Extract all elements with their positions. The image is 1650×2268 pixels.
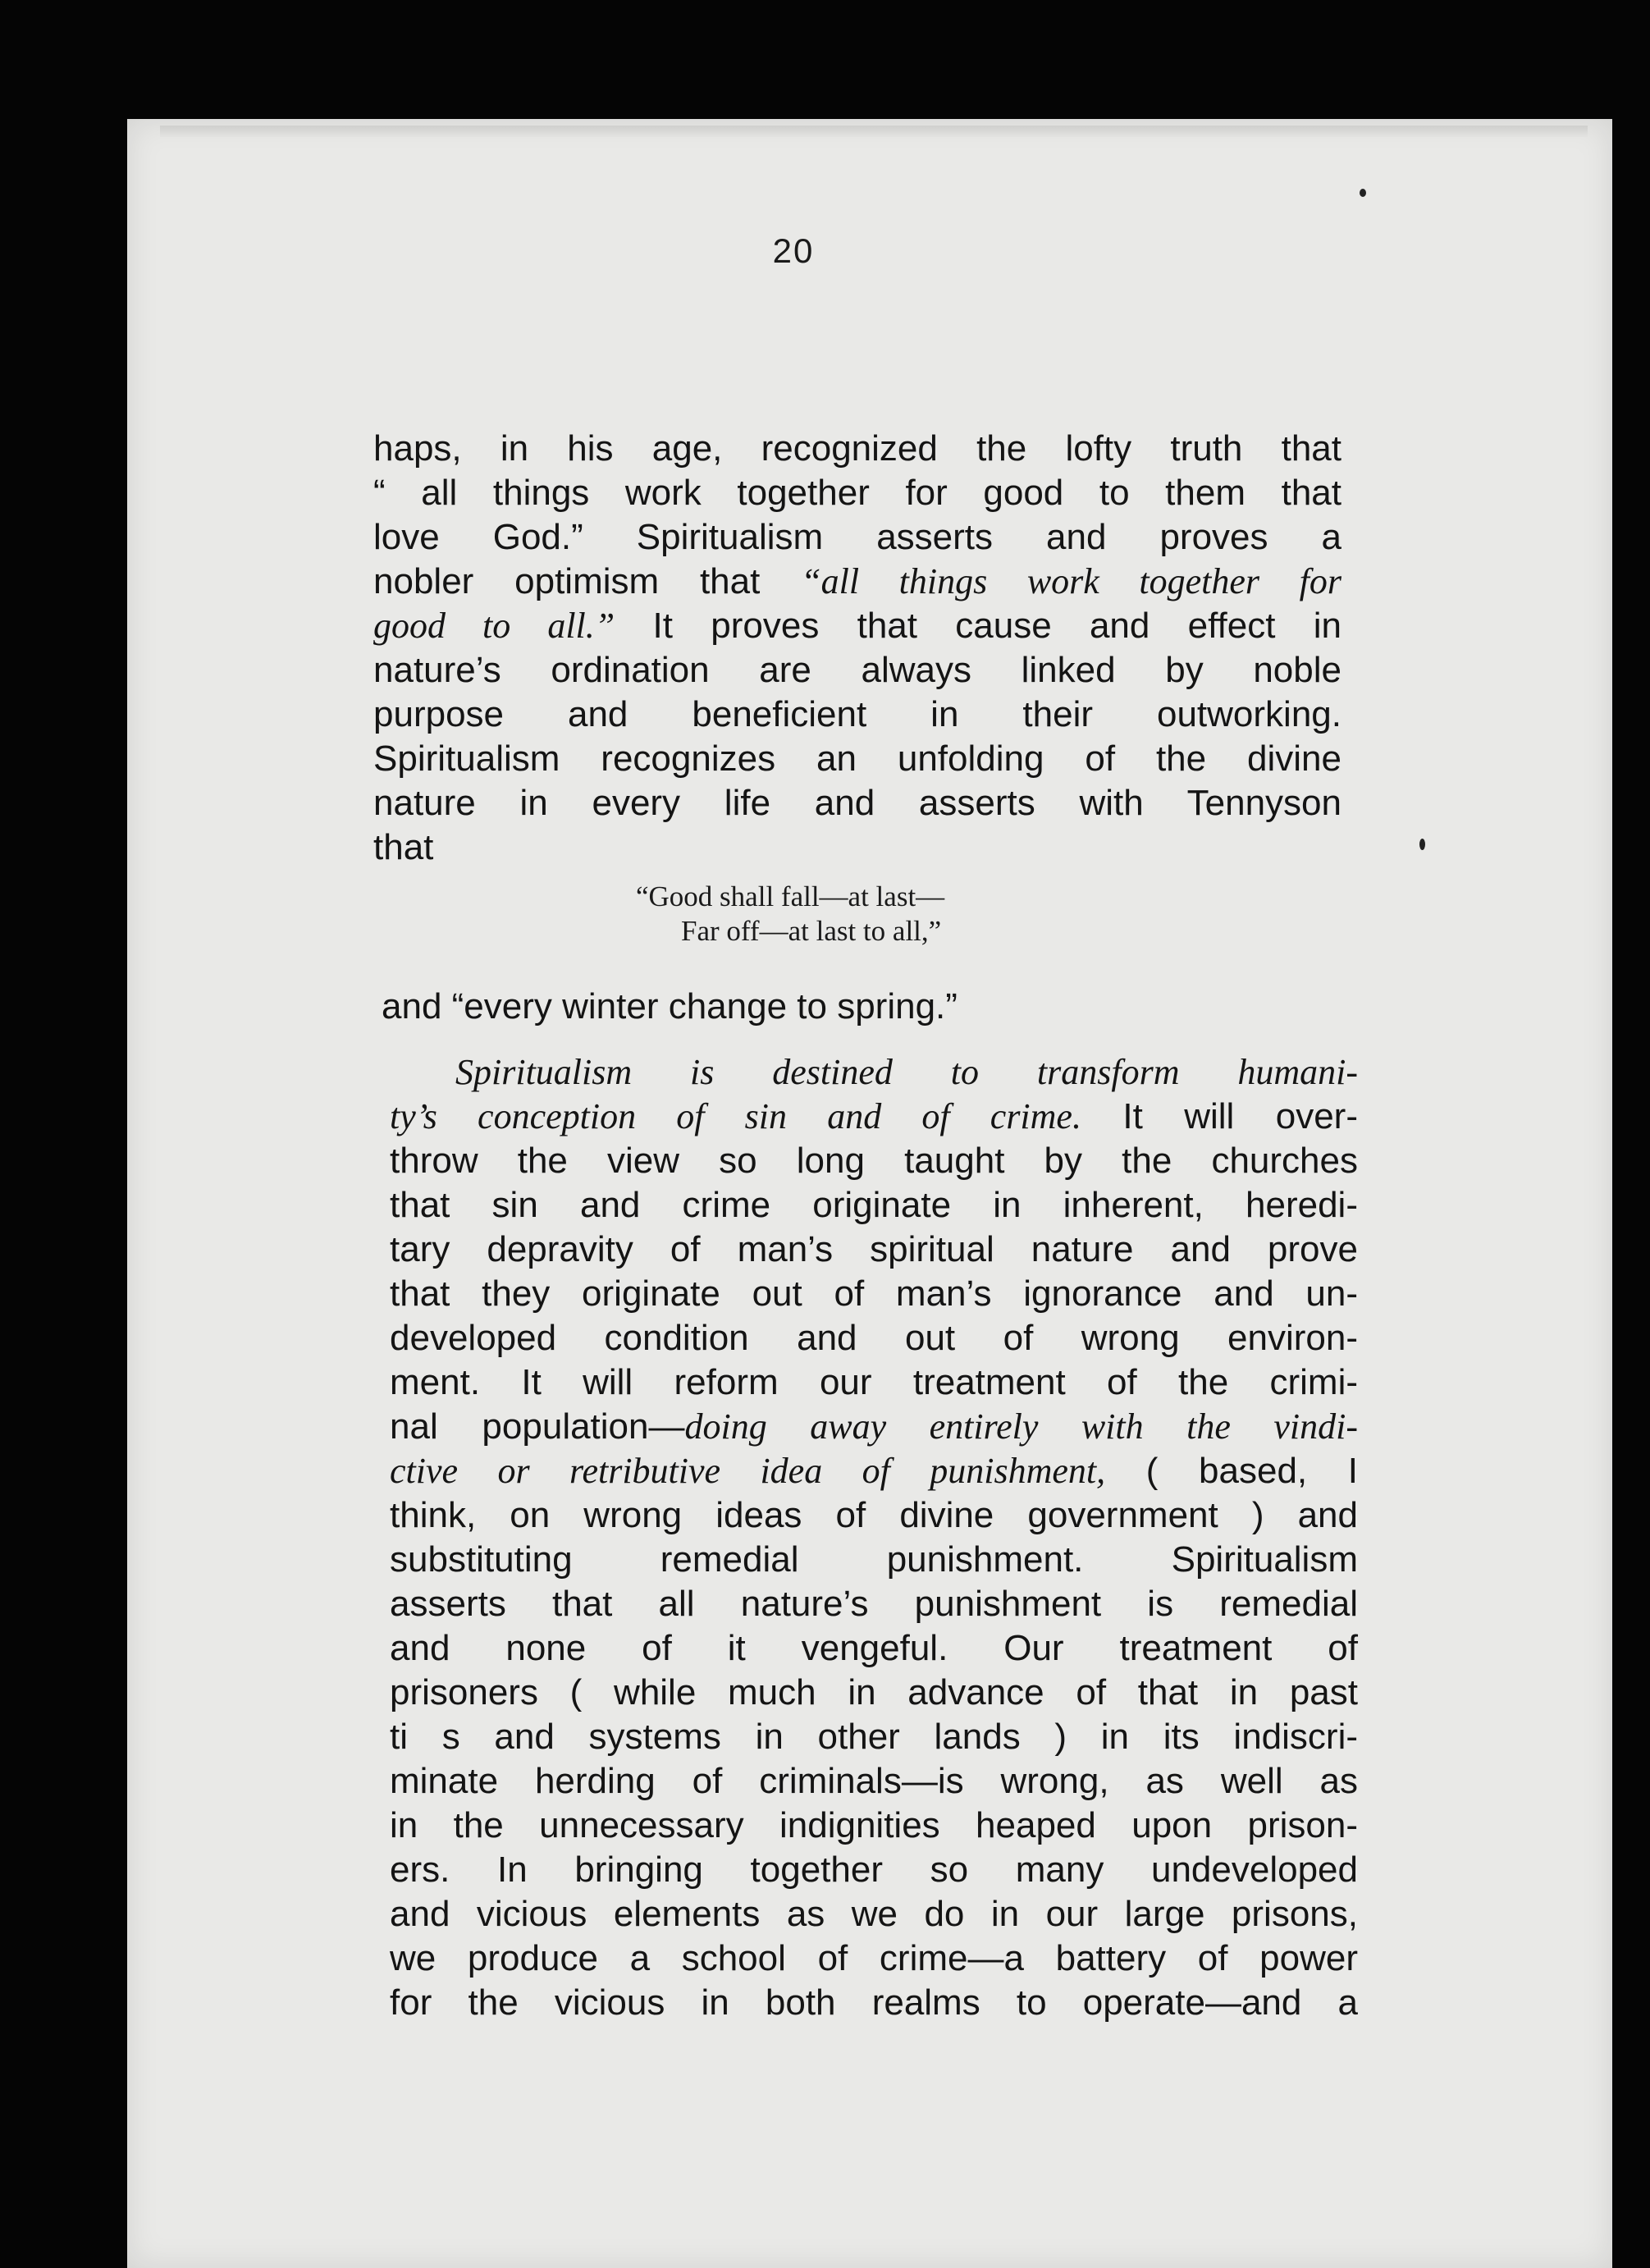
- text-line: [390, 1848, 1358, 1892]
- italic-run: Spiritualism is destined to transform humani-: [455, 1052, 1358, 1092]
- roman-run: nobler optimism that: [373, 561, 802, 601]
- roman-run: love God.” Spiritualism asserts and proves a: [373, 517, 1341, 557]
- roman-run: ment. It will reform our treatment of the crimi-: [390, 1362, 1358, 1402]
- roman-run: throw the view so long taught by the churches: [390, 1141, 1358, 1181]
- page-speck: [1360, 189, 1366, 197]
- roman-run: asserts that all nature’s punishment is remedial: [390, 1584, 1358, 1624]
- text-line: [373, 825, 1341, 870]
- italic-run: ctive or retributive idea of punishment,: [390, 1451, 1106, 1491]
- text-line: [390, 1892, 1358, 1936]
- text-line: [373, 515, 1341, 560]
- roman-run: prisoners ( while much in advance of that in past: [390, 1672, 1358, 1712]
- italic-run: “all things work together for: [801, 561, 1341, 601]
- text-line: [390, 1936, 1358, 1981]
- text-line: [390, 1405, 1358, 1449]
- text-line: [390, 1493, 1358, 1538]
- roman-run: we produce a school of crime—a battery of power: [390, 1938, 1358, 1978]
- roman-run: for the vicious in both realms to operate—and a: [390, 1982, 1358, 2023]
- tennyson-quote: [636, 880, 1210, 949]
- quote-line: Far off—at last to all,”: [681, 915, 942, 947]
- roman-run: haps, in his age, recognized the lofty truth that: [373, 428, 1341, 469]
- text-line: [390, 1582, 1358, 1626]
- text-line: [390, 1183, 1358, 1228]
- text-line: [373, 737, 1341, 781]
- roman-run: and vicious elements as we do in our large prisons,: [390, 1894, 1358, 1934]
- text-line: [390, 1095, 1358, 1139]
- roman-run: that sin and crime originate in inherent, heredi-: [390, 1185, 1358, 1225]
- roman-run: It will over-: [1081, 1096, 1358, 1136]
- roman-run: nal population—: [390, 1406, 685, 1447]
- roman-run: ti s and systems in other lands ) in its indiscri-: [390, 1717, 1358, 1757]
- text-line: [373, 648, 1341, 693]
- text-line: [390, 1671, 1358, 1715]
- roman-run: and none of it vengeful. Our treatment of: [390, 1628, 1358, 1668]
- text-line: [373, 427, 1341, 471]
- text-line: [373, 604, 1341, 648]
- italic-run: doing away entirely with the vindi-: [684, 1406, 1358, 1447]
- closing-line: and “every winter change to spring.”: [382, 986, 958, 1027]
- text-line: [373, 471, 1341, 515]
- text-line: [390, 1360, 1358, 1405]
- roman-run: ( based, I: [1105, 1451, 1358, 1491]
- roman-run: tary depravity of man’s spiritual nature and prove: [390, 1229, 1358, 1269]
- text-line: [390, 1449, 1358, 1493]
- text-line: [390, 1981, 1358, 2025]
- roman-run: nature in every life and asserts with Tennyson: [373, 783, 1341, 823]
- text-line: [390, 1759, 1358, 1804]
- text-line: [390, 1538, 1358, 1582]
- text-line: [390, 1050, 1358, 1095]
- roman-run: that they originate out of man’s ignorance and un-: [390, 1273, 1358, 1314]
- text-line: [373, 781, 1341, 825]
- text-line: [390, 1272, 1358, 1316]
- roman-run: substituting remedial punishment. Spiritualism: [390, 1539, 1358, 1580]
- roman-run: It proves that cause and effect in: [615, 606, 1341, 646]
- text-line: [373, 693, 1341, 737]
- text-line: [390, 1626, 1358, 1671]
- roman-run: purpose and beneficient in their outworking.: [373, 694, 1341, 734]
- text-line: [373, 560, 1341, 604]
- quote-line: “Good shall fall—at last—: [636, 880, 945, 912]
- text-line: [390, 1228, 1358, 1272]
- italic-run: ty’s conception of sin and of crime.: [390, 1096, 1081, 1136]
- paragraph-2: [390, 1050, 1358, 2025]
- paragraph-1: [373, 427, 1341, 870]
- page-speck: [1419, 839, 1425, 850]
- text-line: [390, 1804, 1358, 1848]
- text-line: [390, 1139, 1358, 1183]
- roman-run: think, on wrong ideas of divine government ) and: [390, 1495, 1358, 1535]
- roman-run: Spiritualism recognizes an unfolding of the divine: [373, 738, 1341, 779]
- roman-run: in the unnecessary indignities heaped upon prison-: [390, 1805, 1358, 1845]
- text-line: [390, 1316, 1358, 1360]
- roman-run: that: [373, 827, 434, 867]
- roman-run: minate herding of criminals—is wrong, as well as: [390, 1761, 1358, 1801]
- roman-run: developed condition and out of wrong environ-: [390, 1318, 1358, 1358]
- roman-run: ers. In bringing together so many undeveloped: [390, 1850, 1358, 1890]
- italic-run: good to all.”: [373, 606, 615, 646]
- text-line: [390, 1715, 1358, 1759]
- roman-run: “ all things work together for good to them that: [373, 473, 1341, 513]
- roman-run: nature’s ordination are always linked by noble: [373, 650, 1341, 690]
- page-number: 20: [772, 231, 815, 270]
- page-top-edge: [160, 126, 1588, 137]
